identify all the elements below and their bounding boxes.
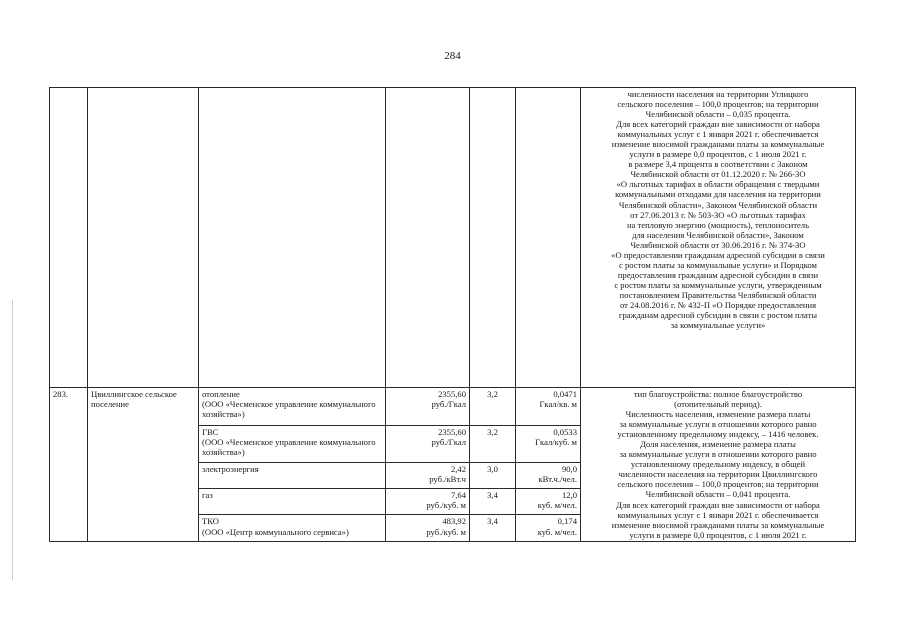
note-line: Челябинской области», Законом Челябинской области (618, 199, 818, 210)
note-line: тип благоустройства: полное благоустройство (633, 389, 803, 399)
note-line: сельского поселения – 100,0 процентов; на территории (617, 479, 819, 490)
note-line: «О предоставлении гражданам адресной субсидии в связи (611, 249, 825, 260)
note-line: коммунальными отходами для населения на территории (615, 189, 821, 200)
note-line: услуги в размере 0,0 процентов, с 1 июля 2021 г. (629, 149, 807, 160)
note-line: установленному предельному индексу, – 1416 человек. (617, 429, 819, 440)
note-line: Доля населения, изменение размера платы (640, 439, 796, 450)
note-line: «О льготных тарифах в области обращения с твердыми (616, 179, 820, 190)
note-line: коммунальных услуг с 1 января 2021 г. обеспечивается (617, 509, 819, 520)
settlement-name: Цвиллингское сельское поселение (88, 388, 199, 542)
note-line: Численность населения, изменение размера платы (625, 409, 811, 420)
note-line: гражданам адресной субсидии в связи с ростом платы (618, 310, 818, 321)
note-line: предоставления гражданам адресной субсидии в связи (617, 269, 819, 280)
continuation-number-cell (50, 88, 88, 388)
continuation-service-cell (199, 88, 386, 388)
service-name: отопление (ООО «Чесменское управление коммунального хозяйства») (199, 388, 386, 426)
service-name: ТКО (ООО «Центр коммунального сервиса») (199, 515, 386, 541)
service-index: 3,4 (470, 489, 516, 515)
service-name: электроэнергия (199, 463, 386, 489)
service-index: 3,2 (470, 425, 516, 463)
note-line: Челябинской области – 0,041 процента. (645, 489, 791, 500)
scan-edge (12, 300, 13, 580)
entry-note-cell (581, 388, 856, 542)
note-line: изменение вносимой гражданами платы за коммунальные (611, 519, 825, 530)
note-line: численности населения на территории Углицкого (627, 89, 809, 99)
note-line: Для всех категорий граждан вне зависимости от набора (616, 499, 820, 510)
service-volume: 0,0471 Гкал/кв. м (516, 388, 581, 426)
tariff-table (49, 87, 856, 542)
note-line: постановлением Правительства Челябинской области (619, 289, 817, 300)
service-volume: 0,0533 Гкал/куб. м (516, 425, 581, 463)
note-line: в размере 3,4 процента в соответствии с Законом (628, 159, 808, 170)
service-volume: 0,174 куб. м/чел. (516, 515, 581, 541)
note-line: (отопительный период). (674, 399, 762, 410)
note-line: Для всех категорий граждан вне зависимости от набора (616, 119, 820, 130)
continuation-row (50, 88, 856, 388)
service-tariff: 2355,60 руб./Гкал (386, 425, 470, 463)
note-line: изменение вносимой гражданами платы за коммунальные (611, 139, 825, 150)
note-line: на тепловую энергию (мощность), теплоноситель (626, 219, 810, 230)
service-index: 3,4 (470, 515, 516, 541)
note-line: от 24.08.2016 г. № 432-П «О Порядке предоставления (619, 299, 817, 310)
note-line: от 27.06.2013 г. № 503-ЗО «О льготных тарифах (630, 209, 806, 220)
note-line: за коммунальные услуги» (670, 320, 766, 331)
note-line: за коммунальные услуги в отношении которого равно (619, 419, 817, 430)
note-line: установленному предельному индексу, в общей (630, 459, 806, 470)
service-tariff: 7,64 руб./куб. м (386, 489, 470, 515)
note-line: Челябинской области – 0,035 процента. (645, 109, 791, 120)
service-name: газ (199, 489, 386, 515)
note-line: коммунальных услуг с 1 января 2021 г. обеспечивается (617, 129, 819, 140)
service-tariff: 483,92 руб./куб. м (386, 515, 470, 541)
note-line: для населения Челябинской области», Законом (632, 229, 804, 240)
service-tariff: 2355,60 руб./Гкал (386, 388, 470, 426)
continuation-note-cell (581, 88, 856, 388)
note-line: Челябинской области от 30.06.2016 г. № 374-ЗО (630, 239, 806, 250)
continuation-volume-cell (516, 88, 581, 388)
continuation-name-cell (88, 88, 199, 388)
continuation-index-cell (470, 88, 516, 388)
note-line: с ростом платы за коммунальные услуги, утвержденным (614, 279, 822, 290)
service-index: 3,0 (470, 463, 516, 489)
note-line: услуги в размере 0,0 процентов, с 1 июля 2021 г. (629, 529, 807, 540)
note-line: за коммунальные услуги в отношении которого равно (619, 449, 817, 460)
note-line: с ростом платы за коммунальные услуги» и Порядком (619, 259, 817, 270)
note-line: сельского поселения – 100,0 процентов; на территории (617, 99, 819, 110)
note-line: численности населения на территории Цвиллингского (618, 469, 818, 480)
service-index: 3,2 (470, 388, 516, 426)
page-number: 284 (444, 50, 461, 62)
service-name: ГВС (ООО «Чесменское управление коммунального хозяйства») (199, 425, 386, 463)
service-row (50, 388, 856, 426)
note-line: Челябинской области от 01.12.2020 г. № 266-ЗО (630, 169, 806, 180)
entry-number: 283. (50, 388, 88, 542)
service-tariff: 2,42 руб./кВт.ч (386, 463, 470, 489)
service-volume: 90,0 кВт.ч./чел. (516, 463, 581, 489)
continuation-tariff-cell (386, 88, 470, 388)
service-volume: 12,0 куб. м/чел. (516, 489, 581, 515)
